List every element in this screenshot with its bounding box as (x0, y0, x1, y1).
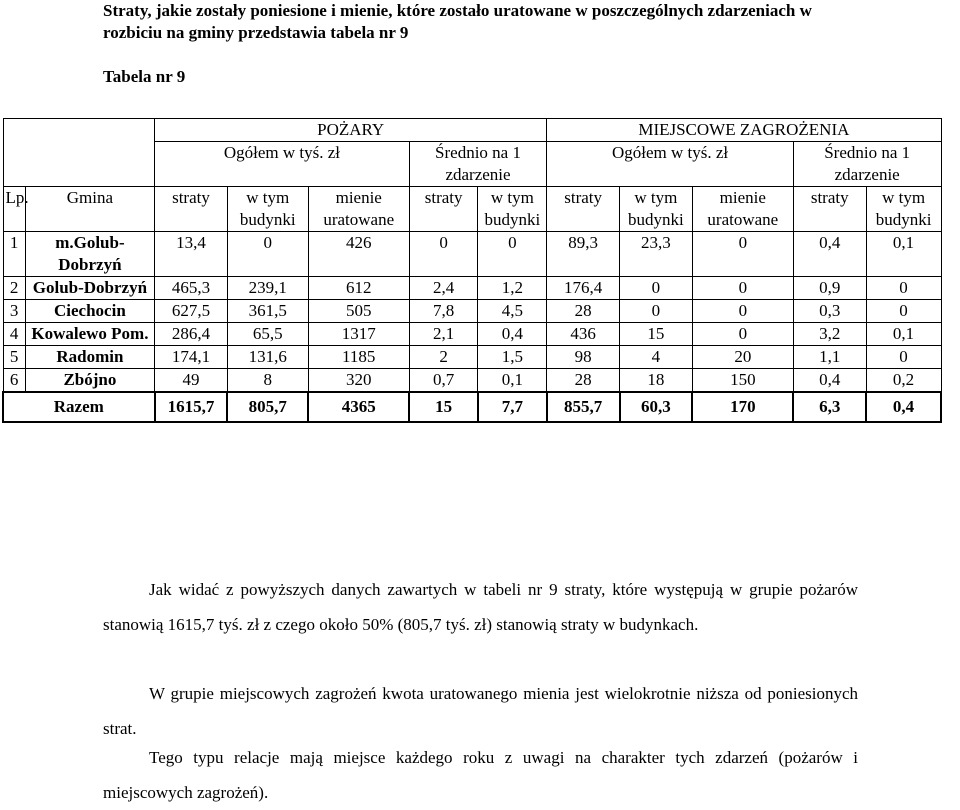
row-cell: 0 (866, 277, 941, 300)
row-cell: 13,4 (155, 232, 228, 277)
row-lp: 6 (3, 369, 25, 393)
row-cell: 28 (547, 369, 620, 393)
row-cell: 361,5 (227, 300, 308, 323)
row-cell: 174,1 (155, 346, 228, 369)
row-lp: 5 (3, 346, 25, 369)
table-row (3, 346, 941, 369)
row-cell: 131,6 (227, 346, 308, 369)
row-cell: 0,1 (866, 323, 941, 346)
total-cell: 1615,7 (155, 392, 228, 422)
row-cell: 49 (155, 369, 228, 393)
row-cell: 4,5 (478, 300, 547, 323)
row-cell: 8 (227, 369, 308, 393)
row-cell: 0 (478, 232, 547, 277)
row-cell: 0 (692, 323, 793, 346)
total-cell: 805,7 (227, 392, 308, 422)
header-row-groups (3, 119, 941, 142)
paragraph-2-text: W grupie miejscowych zagrożeń kwota uratowanego mienia jest wielokrotnie niższa od poniesionych strat. (103, 684, 858, 738)
col-fires-mienie: mienie uratowane (308, 187, 409, 232)
row-gmina: Ciechocin (25, 300, 154, 323)
col-local-budynki: w tym budynki (620, 187, 693, 232)
fires-avg-header: Średnio na 1 zdarzenie (409, 142, 546, 187)
table-row (3, 232, 941, 277)
table-caption: Tabela nr 9 (103, 67, 186, 86)
row-lp: 3 (3, 300, 25, 323)
total-cell: 4365 (308, 392, 409, 422)
row-cell: 0,7 (409, 369, 478, 393)
col-local-mienie: mienie uratowane (692, 187, 793, 232)
local-total-header: Ogółem w tyś. zł (547, 142, 794, 187)
row-cell: 89,3 (547, 232, 620, 277)
local-avg-header: Średnio na 1 zdarzenie (793, 142, 941, 187)
paragraph-1-text: Jak widać z powyższych danych zawartych w tabeli nr 9 straty, które występują w grupie pożarów stanowią 1615,7 tyś. zł z czego około 50% (805,7 tyś. zł) stanowią straty w budynkach. (103, 580, 858, 634)
row-cell: 505 (308, 300, 409, 323)
row-cell: 436 (547, 323, 620, 346)
row-cell: 612 (308, 277, 409, 300)
col-gmina: Gmina (25, 187, 154, 232)
total-cell: 60,3 (620, 392, 693, 422)
row-cell: 627,5 (155, 300, 228, 323)
row-cell: 0 (620, 300, 693, 323)
row-lp: 1 (3, 232, 25, 277)
row-cell: 98 (547, 346, 620, 369)
row-cell: 0 (866, 300, 941, 323)
row-gmina: Golub-Dobrzyń (25, 277, 154, 300)
row-cell: 286,4 (155, 323, 228, 346)
row-cell: 0,2 (866, 369, 941, 393)
header-row-cols (3, 187, 941, 232)
col-fires-straty: straty (155, 187, 228, 232)
row-cell: 1,1 (793, 346, 866, 369)
row-cell: 0 (692, 277, 793, 300)
col-local-avg-budynki: w tym budynki (866, 187, 941, 232)
row-cell: 0 (409, 232, 478, 277)
group-fires: POŻARY (155, 119, 547, 142)
row-cell: 15 (620, 323, 693, 346)
total-cell: 0,4 (866, 392, 941, 422)
total-cell: 855,7 (547, 392, 620, 422)
total-label: Razem (3, 392, 155, 422)
row-cell: 0,3 (793, 300, 866, 323)
fires-total-header: Ogółem w tyś. zł (155, 142, 410, 187)
table-row (3, 323, 941, 346)
paragraph-3-text: Tego typu relacje mają miejsce każdego roku z uwagi na charakter tych zdarzeń (pożarów i miejscowych zagrożeń). (103, 748, 858, 802)
total-cell: 6,3 (793, 392, 866, 422)
row-cell: 20 (692, 346, 793, 369)
total-cell: 15 (409, 392, 478, 422)
row-cell: 0,4 (793, 232, 866, 277)
row-cell: 320 (308, 369, 409, 393)
row-cell: 3,2 (793, 323, 866, 346)
row-gmina: Radomin (25, 346, 154, 369)
paragraph-1 (103, 572, 858, 642)
row-cell: 0 (692, 300, 793, 323)
row-lp: 2 (3, 277, 25, 300)
table-row (3, 277, 941, 300)
col-local-straty: straty (547, 187, 620, 232)
total-cell: 170 (692, 392, 793, 422)
intro-text: Straty, jakie zostały poniesione i mienie, które zostało uratowane w poszczególnych zdarzeniach w rozbiciu na gminy przedstawia tabela nr 9 (103, 1, 812, 42)
blank-corner (3, 119, 155, 187)
row-cell: 150 (692, 369, 793, 393)
row-cell: 0,9 (793, 277, 866, 300)
col-fires-avg-straty: straty (409, 187, 478, 232)
row-gmina: Zbójno (25, 369, 154, 393)
row-cell: 465,3 (155, 277, 228, 300)
row-cell: 18 (620, 369, 693, 393)
losses-table (2, 118, 942, 423)
row-cell: 1185 (308, 346, 409, 369)
paragraph-2 (103, 676, 858, 746)
row-cell: 0 (866, 346, 941, 369)
row-cell: 7,8 (409, 300, 478, 323)
row-cell: 426 (308, 232, 409, 277)
row-cell: 23,3 (620, 232, 693, 277)
row-lp: 4 (3, 323, 25, 346)
row-cell: 2,1 (409, 323, 478, 346)
row-cell: 0,4 (793, 369, 866, 393)
table-row (3, 369, 941, 393)
row-cell: 28 (547, 300, 620, 323)
row-cell: 0 (692, 232, 793, 277)
total-row (3, 392, 941, 422)
table-row (3, 300, 941, 323)
row-cell: 239,1 (227, 277, 308, 300)
row-gmina: m.Golub-Dobrzyń (25, 232, 154, 277)
col-fires-avg-budynki: w tym budynki (478, 187, 547, 232)
row-cell: 0 (227, 232, 308, 277)
group-local-threats: MIEJSCOWE ZAGROŻENIA (547, 119, 941, 142)
row-cell: 0,4 (478, 323, 547, 346)
row-cell: 1,5 (478, 346, 547, 369)
col-fires-budynki: w tym budynki (227, 187, 308, 232)
row-cell: 0 (620, 277, 693, 300)
row-cell: 1317 (308, 323, 409, 346)
row-cell: 1,2 (478, 277, 547, 300)
row-cell: 4 (620, 346, 693, 369)
row-cell: 2 (409, 346, 478, 369)
row-gmina: Kowalewo Pom. (25, 323, 154, 346)
row-cell: 2,4 (409, 277, 478, 300)
row-cell: 0,1 (478, 369, 547, 393)
col-local-avg-straty: straty (793, 187, 866, 232)
row-cell: 65,5 (227, 323, 308, 346)
row-cell: 176,4 (547, 277, 620, 300)
col-lp: Lp. (3, 187, 25, 232)
total-cell: 7,7 (478, 392, 547, 422)
row-cell: 0,1 (866, 232, 941, 277)
